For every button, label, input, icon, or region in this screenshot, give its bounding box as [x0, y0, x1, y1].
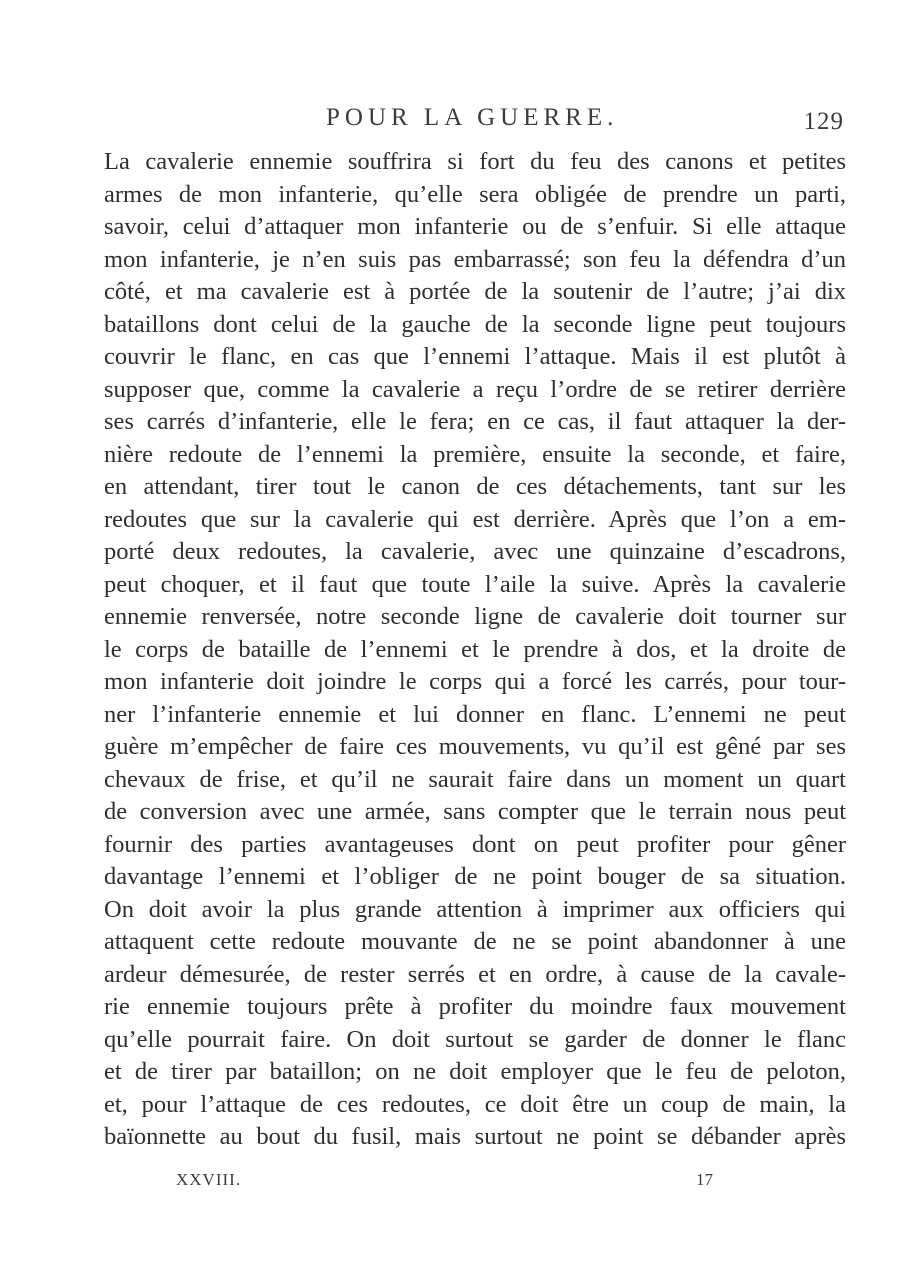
text-line: chevaux de frise, et qu’il ne saurait faire dans un moment un quart: [104, 765, 846, 793]
text-line: et de tirer par bataillon; on ne doit employer que le feu de peloton,: [104, 1058, 846, 1085]
body-text: [104, 146, 846, 1154]
text-line: porté deux redoutes, la cavalerie, avec une quinzaine d’escadrons,: [104, 538, 846, 565]
text-line: de conversion avec une armée, sans compter que le terrain nous peut: [104, 798, 846, 825]
text-line: savoir, celui d’attaquer mon infanterie ou de s’enfuir. Si elle attaque: [104, 213, 846, 240]
text-line: nière redoute de l’ennemi la première, ensuite la seconde, et faire,: [104, 440, 846, 468]
running-head: [0, 104, 900, 138]
text-line: mon infanterie doit joindre le corps qui a forcé les carrés, pour tour-: [104, 668, 846, 695]
text-line: davantage l’ennemi et l’obliger de ne point bouger de sa situation.: [104, 863, 846, 890]
signature-mark: XXVIII.: [176, 1170, 242, 1189]
text-line: ardeur démesurée, de rester serrés et en ordre, à cause de la cavale-: [104, 960, 846, 988]
text-line: mon infanterie, je n’en suis pas embarrassé; son feu la défendra d’un: [104, 245, 846, 273]
text-line: ses carrés d’infanterie, elle le fera; en ce cas, il faut attaquer la der-: [104, 408, 846, 435]
text-line: La cavalerie ennemie souffrira si fort du feu des canons et petites: [104, 148, 846, 175]
gathering-number: 17: [696, 1170, 713, 1189]
page-footer: [0, 1170, 900, 1200]
text-line: côté, et ma cavalerie est à portée de la soutenir de l’autre; j’ai dix: [104, 278, 846, 305]
text-line: qu’elle pourrait faire. On doit surtout se garder de donner le flanc: [104, 1025, 846, 1053]
text-line: bataillons dont celui de la gauche de la seconde ligne peut toujours: [104, 310, 846, 338]
text-line: ner l’infanterie ennemie et lui donner en flanc. L’ennemi ne peut: [104, 700, 846, 728]
text-line: le corps de bataille de l’ennemi et le prendre à dos, et la droite de: [104, 635, 846, 663]
text-line: attaquent cette redoute mouvante de ne se point abandonner à une: [104, 928, 846, 955]
text-line: rie ennemie toujours prête à profiter du moindre faux mouvement: [104, 993, 846, 1020]
text-line: armes de mon infanterie, qu’elle sera obligée de prendre un parti,: [104, 180, 846, 208]
page-number: 129: [803, 108, 844, 135]
text-line: redoutes que sur la cavalerie qui est derrière. Après que l’on a em-: [104, 505, 846, 533]
text-line: On doit avoir la plus grande attention à imprimer aux officiers qui: [104, 895, 846, 923]
running-title: POUR LA GUERRE.: [326, 104, 619, 131]
text-line: peut choquer, et il faut que toute l’aile la suive. Après la cavalerie: [104, 570, 846, 598]
text-line: fournir des parties avantageuses dont on peut profiter pour gêner: [104, 830, 846, 858]
text-line: et, pour l’attaque de ces redoutes, ce doit être un coup de main, la: [104, 1090, 846, 1118]
text-line: baïonnette au bout du fusil, mais surtout ne point se débander après: [104, 1123, 846, 1150]
text-line: guère m’empêcher de faire ces mouvements, vu qu’il est gêné par ses: [104, 733, 846, 760]
text-line: en attendant, tirer tout le canon de ces détachements, tant sur les: [104, 473, 846, 500]
text-line: ennemie renversée, notre seconde ligne de cavalerie doit tourner sur: [104, 603, 846, 630]
text-line: supposer que, comme la cavalerie a reçu l’ordre de se retirer derrière: [104, 375, 846, 403]
text-line: couvrir le flanc, en cas que l’ennemi l’attaque. Mais il est plutôt à: [104, 343, 846, 370]
